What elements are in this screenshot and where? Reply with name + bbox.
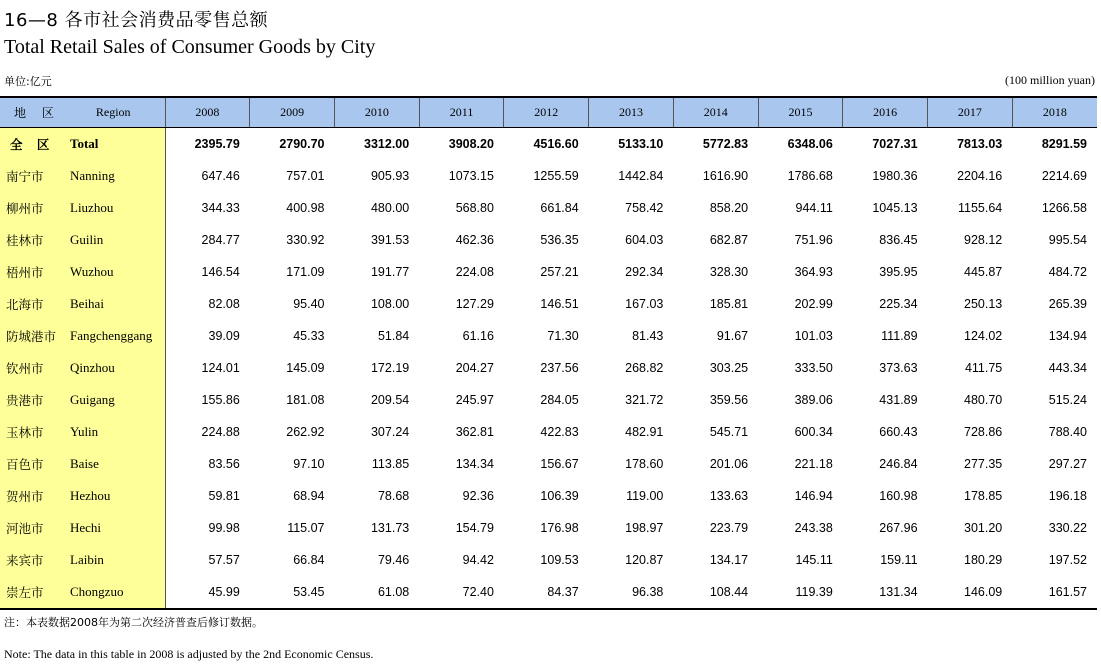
table-row [0,416,1097,448]
region-name-chinese: 崇左市 [6,585,44,600]
region-name-english: Total [70,136,99,151]
value-cell: 944.11 [795,201,833,215]
value-cell: 5772.83 [702,137,749,151]
value-cell: 61.08 [377,585,410,599]
value-cell: 224.88 [201,425,240,439]
value-cell: 243.38 [794,521,833,535]
value-cell: 262.92 [286,425,325,439]
value-cell: 321.72 [625,393,664,407]
table-row [0,192,1097,224]
region-name-cell [0,576,165,609]
value-cell: 79.46 [377,553,410,567]
region-name-english: Beihai [70,296,104,311]
value-cell: 536.35 [540,233,579,247]
value-cell: 111.89 [881,329,918,343]
value-cell: 364.93 [794,265,833,279]
value-cell: 145.11 [795,553,833,567]
value-cell: 245.97 [455,393,494,407]
value-cell: 647.46 [201,169,240,183]
value-cell: 1980.36 [872,169,918,183]
year-column-header: 2014 [673,97,758,128]
region-name-chinese: 玉林市 [6,425,44,440]
table-body [0,128,1097,610]
value-cell: 209.54 [370,393,410,407]
value-cell: 836.45 [879,233,918,247]
value-cell: 185.81 [709,297,749,311]
footnote-english: Note: The data in this table in 2008 is adjusted by the 2nd Economic Census. [4,647,374,661]
value-cell: 109.53 [540,553,579,567]
value-cell: 788.40 [1048,425,1087,439]
region-name-cell [0,384,165,416]
region-name-english: Chongzuo [70,584,124,599]
value-cell: 160.98 [879,489,918,503]
value-cell: 82.08 [208,297,240,311]
table-title-english: Total Retail Sales of Consumer Goods by City [4,36,376,58]
region-name-cell [0,544,165,576]
value-cell: 7813.03 [957,137,1003,151]
region-name-chinese: 梧州市 [6,265,44,280]
region-name-cell [0,192,165,224]
value-cell: 373.63 [879,361,918,375]
value-cell: 197.52 [1048,553,1087,567]
value-cell: 61.16 [462,329,494,343]
value-cell: 221.18 [794,457,833,471]
region-name-cell [0,256,165,288]
value-cell: 682.87 [709,233,749,247]
value-cell: 134.94 [1048,329,1087,343]
table-row [0,224,1097,256]
footnote-chinese: 注：本表数据2008年为第二次经济普查后修订数据。 [4,616,263,629]
year-column-header: 2010 [335,97,420,128]
value-cell: 265.39 [1048,297,1087,311]
value-cell: 108.00 [370,297,410,311]
value-cell: 181.08 [286,393,325,407]
value-cell: 268.82 [625,361,664,375]
region-name-chinese: 钦州市 [6,361,44,376]
value-cell: 1442.84 [618,169,664,183]
region-name-chinese: 贵港市 [6,393,44,408]
table-row [0,320,1097,352]
table-header-row [0,97,1097,128]
table-row [0,288,1097,320]
region-column-header [0,97,165,128]
region-name-cell [0,448,165,480]
value-cell: 108.44 [709,585,749,599]
value-cell: 191.77 [370,265,410,279]
region-name-cell [0,320,165,352]
value-cell: 515.24 [1048,393,1087,407]
region-name-english: Yulin [70,424,99,439]
region-name-cell [0,128,165,161]
value-cell: 2395.79 [194,137,240,151]
region-name-english: Laibin [70,552,104,567]
value-cell: 71.30 [547,329,579,343]
value-cell: 81.43 [632,329,664,343]
value-cell: 171.09 [286,265,325,279]
value-cell: 728.86 [964,425,1003,439]
value-cell: 202.99 [794,297,833,311]
value-cell: 155.86 [201,393,240,407]
value-cell: 178.85 [964,489,1003,503]
value-cell: 225.34 [879,297,918,311]
value-cell: 2214.69 [1041,169,1087,183]
value-cell: 84.37 [547,585,579,599]
value-cell: 146.54 [201,265,240,279]
value-cell: 99.98 [208,521,240,535]
table-row [0,448,1097,480]
value-cell: 204.27 [455,361,494,375]
value-cell: 5133.10 [618,137,664,151]
value-cell: 96.38 [632,585,664,599]
value-cell: 51.84 [377,329,410,343]
region-name-cell [0,512,165,544]
region-name-chinese: 全 区 [10,137,55,152]
value-cell: 53.45 [293,585,325,599]
value-cell: 400.98 [286,201,325,215]
value-cell: 120.87 [625,553,664,567]
value-cell: 119.39 [795,585,833,599]
region-name-cell [0,288,165,320]
year-column-header: 2015 [758,97,843,128]
value-cell: 145.09 [286,361,325,375]
value-cell: 328.30 [709,265,749,279]
value-cell: 134.34 [455,457,494,471]
value-cell: 344.33 [201,201,240,215]
value-cell: 57.57 [208,553,240,567]
region-header-chinese: 地 区 [14,106,60,120]
region-name-cell [0,224,165,256]
table-row [0,512,1097,544]
value-cell: 1266.58 [1041,201,1087,215]
value-cell: 2204.16 [957,169,1003,183]
value-cell: 133.63 [709,489,749,503]
value-cell: 604.03 [625,233,664,247]
value-cell: 66.84 [293,553,325,567]
region-name-chinese: 南宁市 [6,169,44,184]
value-cell: 284.77 [201,233,240,247]
value-cell: 161.57 [1048,585,1087,599]
value-cell: 480.70 [964,393,1003,407]
value-cell: 445.87 [964,265,1003,279]
value-cell: 196.18 [1048,489,1087,503]
value-cell: 303.25 [709,361,749,375]
unit-label-chinese: 单位:亿元 [4,75,52,88]
region-name-chinese: 柳州市 [6,201,44,216]
value-cell: 92.36 [462,489,494,503]
value-cell: 568.80 [455,201,494,215]
table-row [0,352,1097,384]
region-name-chinese: 来宾市 [6,553,44,568]
value-cell: 757.01 [286,169,325,183]
value-cell: 131.34 [879,585,918,599]
value-cell: 1073.15 [448,169,494,183]
value-cell: 113.85 [371,457,410,471]
value-cell: 176.98 [540,521,579,535]
table-row-total [0,128,1097,161]
value-cell: 94.42 [462,553,494,567]
value-cell: 995.54 [1048,233,1087,247]
value-cell: 246.84 [879,457,918,471]
region-name-chinese: 北海市 [6,297,44,312]
value-cell: 39.09 [208,329,240,343]
value-cell: 146.94 [794,489,833,503]
value-cell: 661.84 [540,201,579,215]
region-name-english: Liuzhou [70,200,114,215]
value-cell: 72.40 [462,585,494,599]
value-cell: 156.67 [540,457,579,471]
value-cell: 292.34 [625,265,664,279]
value-cell: 858.20 [709,201,749,215]
table-row [0,256,1097,288]
value-cell: 389.06 [794,393,833,407]
value-cell: 119.00 [626,489,664,503]
value-cell: 307.24 [370,425,410,439]
value-cell: 443.34 [1048,361,1087,375]
region-name-english: Qinzhou [70,360,115,375]
value-cell: 257.21 [540,265,579,279]
value-cell: 180.29 [964,553,1003,567]
table-row [0,544,1097,576]
value-cell: 395.95 [879,265,918,279]
value-cell: 8291.59 [1041,137,1087,151]
value-cell: 484.72 [1048,265,1087,279]
value-cell: 45.33 [293,329,325,343]
value-cell: 660.43 [879,425,918,439]
year-column-header: 2008 [165,97,250,128]
value-cell: 127.29 [455,297,494,311]
value-cell: 600.34 [794,425,833,439]
value-cell: 411.75 [964,361,1003,375]
value-cell: 106.39 [540,489,579,503]
value-cell: 78.68 [377,489,410,503]
value-cell: 1616.90 [702,169,749,183]
value-cell: 301.20 [964,521,1003,535]
retail-sales-table [0,96,1097,610]
value-cell: 45.99 [208,585,240,599]
value-cell: 178.60 [625,457,664,471]
value-cell: 545.71 [709,425,749,439]
region-name-chinese: 防城港市 [6,329,57,344]
value-cell: 431.89 [879,393,918,407]
value-cell: 391.53 [370,233,410,247]
value-cell: 172.19 [370,361,410,375]
value-cell: 250.13 [964,297,1003,311]
value-cell: 1255.59 [533,169,579,183]
region-name-english: Guilin [70,232,104,247]
value-cell: 223.79 [709,521,749,535]
value-cell: 297.27 [1048,457,1087,471]
region-header-english: Region [95,105,131,119]
value-cell: 482.91 [625,425,664,439]
region-name-chinese: 河池市 [6,521,44,536]
value-cell: 237.56 [540,361,579,375]
value-cell: 124.02 [964,329,1003,343]
value-cell: 159.11 [880,553,918,567]
region-name-english: Nanning [70,168,115,183]
value-cell: 905.93 [370,169,410,183]
value-cell: 1155.64 [957,201,1003,215]
region-name-english: Guigang [70,392,115,407]
table-row [0,576,1097,609]
region-name-english: Baise [70,456,99,471]
region-name-english: Wuzhou [70,264,114,279]
value-cell: 359.56 [709,393,749,407]
region-name-cell [0,352,165,384]
value-cell: 224.08 [455,265,494,279]
table-title-chinese: 16—8 各市社会消费品零售总额 [4,10,269,31]
year-column-header: 2013 [589,97,674,128]
value-cell: 1045.13 [872,201,918,215]
region-name-chinese: 百色市 [6,457,44,472]
year-column-header: 2017 [928,97,1013,128]
value-cell: 7027.31 [872,137,918,151]
value-cell: 362.81 [455,425,494,439]
value-cell: 480.00 [370,201,410,215]
value-cell: 330.92 [286,233,325,247]
region-name-chinese: 桂林市 [6,233,44,248]
table-row [0,480,1097,512]
value-cell: 131.73 [370,521,410,535]
value-cell: 124.01 [201,361,240,375]
value-cell: 422.83 [540,425,579,439]
value-cell: 95.40 [293,297,325,311]
value-cell: 3908.20 [448,137,494,151]
year-column-header: 2012 [504,97,589,128]
value-cell: 758.42 [625,201,664,215]
table-row [0,160,1097,192]
value-cell: 751.96 [794,233,833,247]
region-name-english: Hechi [70,520,102,535]
value-cell: 91.67 [716,329,749,343]
region-name-cell [0,160,165,192]
value-cell: 928.12 [964,233,1003,247]
value-cell: 1786.68 [787,169,833,183]
table-row [0,384,1097,416]
value-cell: 115.07 [287,521,325,535]
year-column-header: 2018 [1012,97,1097,128]
value-cell: 333.50 [794,361,833,375]
unit-label-english: (100 million yuan) [1005,73,1095,87]
value-cell: 167.03 [625,297,664,311]
year-column-header: 2016 [843,97,928,128]
value-cell: 2790.70 [279,137,325,151]
value-cell: 462.36 [455,233,494,247]
value-cell: 97.10 [293,457,325,471]
region-name-cell [0,480,165,512]
value-cell: 154.79 [455,521,494,535]
value-cell: 101.03 [794,329,833,343]
value-cell: 277.35 [964,457,1003,471]
value-cell: 3312.00 [364,137,410,151]
value-cell: 146.09 [964,585,1003,599]
region-name-chinese: 贺州市 [6,489,44,504]
value-cell: 284.05 [540,393,579,407]
value-cell: 198.97 [625,521,664,535]
value-cell: 6348.06 [787,137,833,151]
value-cell: 134.17 [709,553,749,567]
year-column-header: 2011 [419,97,504,128]
value-cell: 201.06 [709,457,749,471]
region-name-cell [0,416,165,448]
region-name-english: Fangchenggang [70,328,153,343]
value-cell: 4516.60 [533,137,579,151]
value-cell: 68.94 [293,489,325,503]
region-name-english: Hezhou [70,488,111,503]
value-cell: 83.56 [208,457,240,471]
value-cell: 330.22 [1048,521,1087,535]
value-cell: 146.51 [540,297,579,311]
value-cell: 267.96 [879,521,918,535]
year-column-header: 2009 [250,97,335,128]
value-cell: 59.81 [208,489,240,503]
